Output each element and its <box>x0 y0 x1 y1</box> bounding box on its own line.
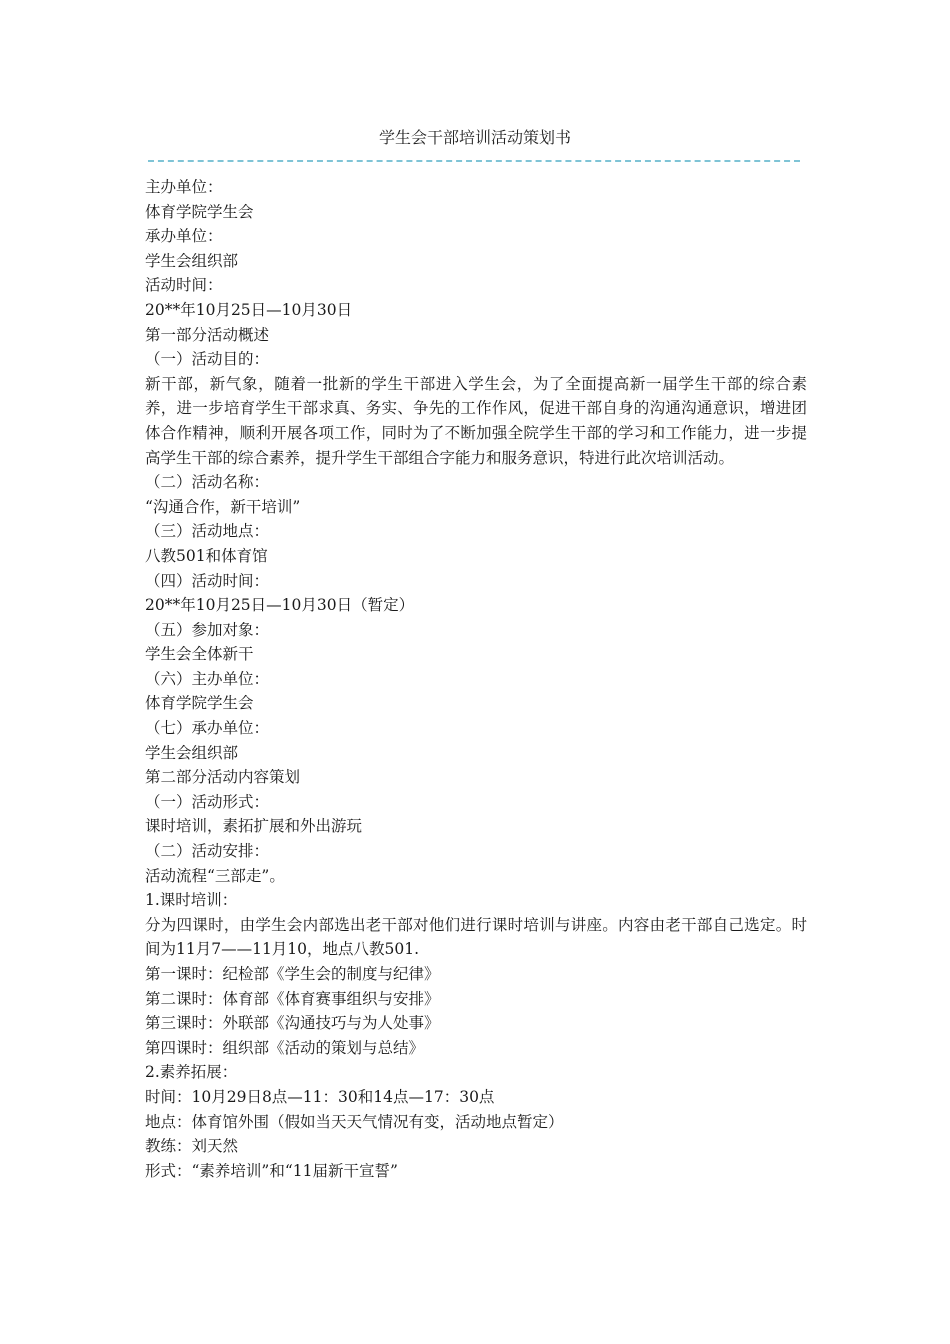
text-line: 2.素养拓展： <box>145 1063 238 1082</box>
text-line: 学生会组织部 <box>145 743 239 762</box>
text-line: 时间：10月29日8点—11：30和14点—17：30点 <box>145 1087 495 1106</box>
paragraph: 分为四课时，由学生会内部选出老干部对他们进行课时培训与讲座。内容由老干部自己选定。时间为11月7——11月10，地点八教501. <box>145 915 807 959</box>
text-line: 第三课时：外联部《沟通技巧与为人处事》 <box>145 1014 440 1033</box>
text-line: 八教501和体育馆 <box>145 546 268 565</box>
text-line: 第一课时：纪检部《学生会的制度与纪律》 <box>145 965 440 983</box>
text-line: （一）活动目的： <box>145 350 270 369</box>
text-line: 主办单位： <box>145 178 223 196</box>
text-line: 体育学院学生会 <box>145 202 254 221</box>
text-line: 体育学院学生会 <box>145 694 254 713</box>
text-line: 承办单位： <box>145 227 223 246</box>
document-body <box>145 175 807 1183</box>
text-line: 教练：刘天然 <box>145 1137 239 1156</box>
text-line: 形式：“素养培训”和“11届新干宣誓” <box>145 1161 398 1180</box>
text-line: （三）活动地点： <box>145 522 270 541</box>
text-line: 学生会全体新干 <box>145 645 254 664</box>
text-line: 20**年10月25日—10月30日 <box>145 300 353 319</box>
text-line: （五）参加对象： <box>145 620 270 639</box>
document-title: 学生会干部培训活动策划书 <box>378 128 571 147</box>
text-line: “沟通合作，新干培训” <box>145 497 301 516</box>
text-line: （二）活动名称： <box>145 473 270 492</box>
text-line: （七）承办单位： <box>145 719 270 738</box>
text-line: 地点：体育馆外围（假如当天天气情况有变，活动地点暂定） <box>145 1112 564 1131</box>
text-line: 课时培训，素拓扩展和外出游玩 <box>145 817 363 836</box>
title-divider <box>148 160 800 162</box>
text-line: （六）主办单位： <box>145 669 270 688</box>
section-heading: 第二部分活动内容策划 <box>145 768 301 787</box>
text-line: 学生会组织部 <box>145 251 239 270</box>
text-line: 20**年10月25日—10月30日（暂定） <box>145 596 415 615</box>
paragraph: 新干部，新气象，随着一批新的学生干部进入学生会，为了全面提高新一届学生干部的综合素养，进一步培育学生干部求真、务实、争先的工作作风，促进干部自身的沟通沟通意识，增进团体合作精神，顺利开展各项工作，同时为了不断加强全院学生干部的学习和工作能力，进一步提高学生干部的综合素养，提升学生干部组合字能力和服务意识，特进行此次培训活动。 <box>145 374 807 467</box>
text-line: 活动流程“三部走”。 <box>145 866 285 885</box>
text-line: 活动时间： <box>145 276 223 295</box>
text-line: （四）活动时间： <box>145 571 270 590</box>
text-line: 第二课时：体育部《体育赛事组织与安排》 <box>145 989 440 1008</box>
text-line: （一）活动形式： <box>145 792 270 811</box>
text-line: 第四课时：组织部《活动的策划与总结》 <box>145 1038 425 1057</box>
text-line: 1.课时培训： <box>145 891 238 910</box>
text-line: （二）活动安排： <box>145 842 270 861</box>
section-heading: 第一部分活动概述 <box>145 325 270 344</box>
